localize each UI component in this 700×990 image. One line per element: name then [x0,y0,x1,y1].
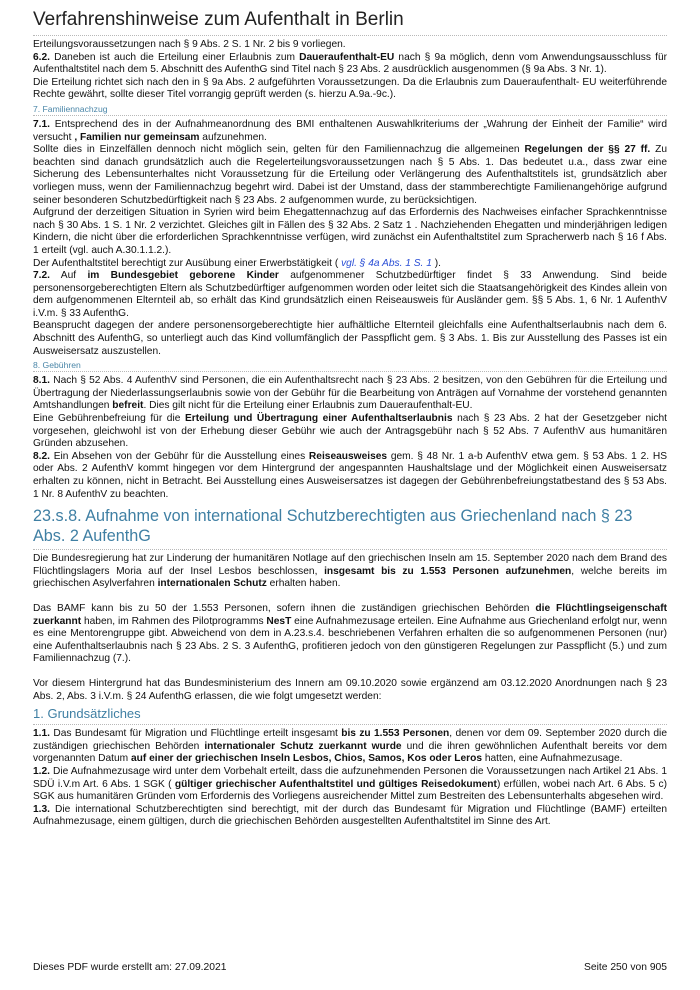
text: Zu beachten sind danach grundsätzlich auch die Regelerteilungsvoraussetzungen nach § 5 Abs. 1. Das bedeutet u.a., dass zwar eine Sicherung des Lebensunterhaltes nicht Voraussetzung für die Erteilung oder Verlängerung des Aufenthaltstitels ist, grundsätzlich aber vorliegen muss, wenn der Familiennachzug begehrt wird. Dabei ist der Umstand, dass der stammberechtigte Familienangehörige aufgrund seiner besonderen Schutzbedürftigkeit nach § 23 Abs. 2 aufgenommen wurde, zu berücksichtigen. [33,144,667,206]
text: ). [431,257,441,269]
paragraph-23s8-bmi: Vor diesem Hintergrund hat das Bundesministerium des Innern am 09.10.2020 sowie ergänzend am 03.12.2020 Anordnungen nach § 23 Abs. 2, Abs. 3 i.V.m. § 24 AufenthG erlassen, die wie folgt umgesetzt werden: [33,677,667,702]
heading-23s8: 23.s.8. Aufnahme von international Schutzberechtigten aus Griechenland nach § 23 Abs. 2 AufenthG [33,507,633,546]
bold-text: bis zu 1.553 Personen [341,728,450,740]
paragraph-6-2-cont: Die Erteilung richtet sich nach den in § 9a Abs. 2 aufgeführten Voraussetzungen. Da die Erlaubnis zum Daueraufenthalt- EU weiterführende Rechte gewährt, sollte dieser Titel vorrangig geprüft werden (s. hierzu A.9a.-9c.). [33,76,667,101]
text: , welche bereits im griechischen Asylverfahren [33,565,667,590]
paragraph-number: 6.2. [33,51,50,63]
text: Das Bundesamt für Migration und Flüchtlinge erteilt insgesamt [50,728,342,740]
paragraph-number: 8.2. [33,450,50,462]
heading-grundsaetzliches: 1. Grundsätzliches [33,706,141,722]
section-divider [33,549,667,550]
paragraph-8-1 [33,375,667,413]
text: und die ihren gewöhnlichen Aufenthalt bereits vor dem vorgenannten Datum [33,740,668,765]
text: Das BAMF kann bis zu 50 der 1.553 Personen, sofern ihnen die zuständigen griechischen Behörden [33,602,536,614]
bold-text: gültiger griechischer Aufenthaltstitel und gültiges Reisedokument [174,778,497,790]
paragraph-1-3 [33,804,667,829]
text: Sollte dies in Einzelfällen dennoch nicht möglich sein, gelten für den Familiennachzug die allgemeinen [33,144,525,156]
text: ) erfüllen, wobei nach Art. 6 Abs. 5 c) SGK aus humanitären Gründen vom Erfordernis des Vorliegens ausreichender Mittel zum Bestreiten des Lebensunterhalts abgesehen wird. [33,778,667,803]
document-title: Verfahrenshinweise zum Aufenthalt in Berlin [33,9,404,30]
text: Der Aufenthaltstitel berechtigt zur Ausübung einer Erwerbstätigkeit ( [33,257,342,269]
bold-text: die Flüchtlingseigenschaft zuerkannt [33,602,667,627]
heading-gebuehren: 8. Gebühren [33,360,81,371]
text: Daneben ist auch die Erteilung einer Erlaubnis zum [50,51,300,63]
text: erhalten haben. [266,578,341,590]
paragraph-7-1-cont [33,144,667,207]
paragraph-number: 1.1. [33,728,50,740]
section-divider [33,724,667,725]
title-divider [33,35,667,36]
footer-page-number: Seite 250 von 905 [583,962,667,973]
paragraph-number: 8.1. [33,375,50,387]
text: aufgenommener Schutzbedürftiger findet § 33 Anwendung. Sind beide personensorgeberechtigten Eltern als Schutzbedürftiger aufgenommen worden oder leitet sich die Staatsangehörigkeit des Kindes allein von dem aufgenommenen Elternteil ab, so erhält das Kind grundsätzlich einen Reiseausweis für Ausländer gem. §§ 5 Abs. 1, 6 Nr. 1 AufenthV i.V.m. § 33 AufenthG. [33,270,668,319]
bold-text: Daueraufenthalt-EU [299,51,395,63]
text: Die Bundesregierung hat zur Linderung der humanitären Notlage auf den griechischen Inseln am 15. September 2020 nach dem Brand des Flüchtlingslagers Moria auf der Insel Lesbos beschlossen, [33,553,667,577]
text: Nach § 52 Abs. 4 AufenthV sind Personen, die ein Aufenthaltsrecht nach § 23 Abs. 2 besitzen, von den Gebühren für die Erteilung und Übertragung der Niederlassungserlaubnis sowie von der Gebühr für die Bearbeitung von Anträgen auf Vornahme der vorstehend genannten Amtshandlungen [33,375,667,412]
paragraph-23s8-intro [33,553,667,591]
paragraph-number: 7.1. [33,118,50,130]
paragraph-8-1-cont [33,413,667,451]
paragraph-6-2 [33,52,667,77]
bold-text: NesT [266,615,292,627]
paragraph-7-1 [33,119,667,144]
page-footer [33,962,667,973]
text: nach § 9a möglich, denn vom Anwendungsausschluss für Aufenthaltstitel nach dem 5. Abschnitt des AufenthG sind Titel nach § 23 Abs. 2 ausdrücklich ausgenommen (§ 9a Abs. 3 Nr. 1). [33,51,667,76]
bold-text: internationalen Schutz [157,578,267,590]
spacer [33,666,667,678]
section-divider [33,371,667,372]
text: Auf [50,270,88,282]
bold-text: insgesamt bis zu 1.553 Personen aufzunehmen [324,565,572,577]
text: Die international Schutzberechtigten sind berechtigt, mit der durch das Bundesamt für Migration und Flüchtlinge (BAMF) erteilten Aufnahmezusage, einem gültigen, durch die griechischen Behörden ausgestellten Aufenthaltstitel im Sinne des Art. [33,803,667,828]
text: Entsprechend des in der Aufnahmeanordnung des BMI enthaltenen Auswahlkriteriums der „Wahrung der Einheit der Familie“ wird versucht [33,118,667,143]
text: hatten, eine Aufnahmezusage. [482,753,623,765]
paragraph-6-1-end: Erteilungsvoraussetzungen nach § 9 Abs. 2 S. 1 Nr. 2 bis 9 vorliegen. [33,39,346,50]
paragraph-7-1-syrien: Aufgrund der derzeitigen Situation in Syrien wird beim Ehegattennachzug auf das Erfordernis des Nachweises einfacher Sprachkenntnisse nach § 30 Abs. 1 S. 1 Nr. 2 verzichtet. Gleiches gilt in Fällen des § 32 Abs. 2 Satz 1 . Nachziehenden Ehegatten und minderjährigen ledigen Kindern, die nicht über die erforderlichen Sprachkenntnisse verfügen, wird zunächst ein Aufenthaltstitel zum Spracherwerb nach § 16 f Abs. 1 erteilt (vgl. auch A.30.1.1.2.). [33,207,667,256]
heading-familiennachzug: 7. Familiennachzug [33,103,108,114]
paragraph-number: 7.2. [33,270,50,282]
paragraph-number: 1.2. [33,765,50,777]
paragraph-1-2 [33,766,667,804]
text: , denen vor dem 09. September 2020 durch die zuständigen griechischen Behörden [33,728,667,752]
bold-text: , Familien nur gemeinsam [74,131,200,143]
paragraph-7-2-cont: Beansprucht dagegen der andere personensorgeberechtigte hier aufhältliche Elternteil gleichfalls eine Aufenthaltserlaubnis nach dem 6. Abschnitt des AufenthG, so unterliegt auch das Kind vollumfänglich der Passpflicht gem. § 3 Abs. 1. Bis zur Ausstellung des Passes ist ein Ausweisersatz auszustellen. [33,320,667,357]
text: nach § 23 Abs. 2 hat der Gesetzgeber nicht vorgesehen, gleichwohl ist von der Erhebung dieser Gebühr wie auch der Antragsgebühr nach § 52 Abs. 7 AufenthV aus humanitären Gründen abzusehen. [33,413,667,450]
paragraph-7-1-erwerb [33,258,667,271]
paragraph-23s8-bamf [33,603,667,666]
bold-text: internationaler Schutz zuerkannt wurde [204,740,402,752]
text: Ein Absehen von der Gebühr für die Ausstellung eines [50,450,309,462]
bold-text: auf einer der griechischen Inseln Lesbos, Chios, Samos, Kos oder Leros [130,753,482,765]
paragraph-8-2 [33,451,667,501]
reference-link[interactable]: vgl. § 4a Abs. 1 S. 1 [341,257,432,269]
spacer [33,591,667,603]
bold-text: Reiseausweises [308,450,388,462]
text: gem. § 48 Nr. 1 a-b AufenthV etwa gem. § 53 Abs. 1 2. HS oder Abs. 2 AufenthV kommt hingegen vor dem Hintergrund der angespannten Haushaltslage und der Möglichkeit einen Ausweisersatz erhalten zu können, nicht in Betracht. Bei Ausstellung eines Ausweisersatzes ist dagegen der Gebührenbefreiungstatbestand des § 53 Abs. 1 Nr. 8 AufenthV zu beachten. [33,450,667,500]
paragraph-7-2 [33,270,667,320]
footer-created-date: Dieses PDF wurde erstellt am: 27.09.2021 [33,962,227,973]
bold-text: befreit [112,400,144,412]
paragraph-number: 1.3. [33,803,50,815]
paragraph-1-1 [33,728,667,766]
text: aufzunehmen. [199,131,267,143]
section-divider [33,115,667,116]
bold-text: Erteilung und Übertragung einer Aufenthaltserlaubnis [184,413,453,425]
text: . Dies gilt nicht für die Erteilung einer Erlaubnis zum Daueraufenthalt-EU. [143,400,473,412]
text: Eine Gebührenbefreiung für die [33,413,185,425]
bold-text: im Bundesgebiet geborene Kinder [87,270,279,282]
bold-text: Regelungen der §§ 27 ff. [524,144,651,156]
text: Die Aufnahmezusage wird unter dem Vorbehalt erteilt, dass die aufzunehmenden Personen die Voraussetzungen nach Artikel 21 Abs. 1 SDÜ i.V.m Art. 6 Abs. 1 SGK ( [33,765,667,790]
text: haben, im Rahmen des Pilotprogramms [81,615,267,627]
text: eine Aufnahmezusage erteilen. Eine Aufnahme aus Griechenland erfolgt nur, wenn es eine Mentorengruppe gibt. Abweichend von dem in A.23.s.4. beschriebenen Verfahren erhalten die so aufgenommenen Personen (nur) eine Aufenthaltserlaubnis nach § 23 Abs. 2 S. 3 AufenthG, profitieren jedoch von den günstigeren Regelungen zur Passpflicht (5.) und zum Familiennachzug (7.). [33,615,668,665]
